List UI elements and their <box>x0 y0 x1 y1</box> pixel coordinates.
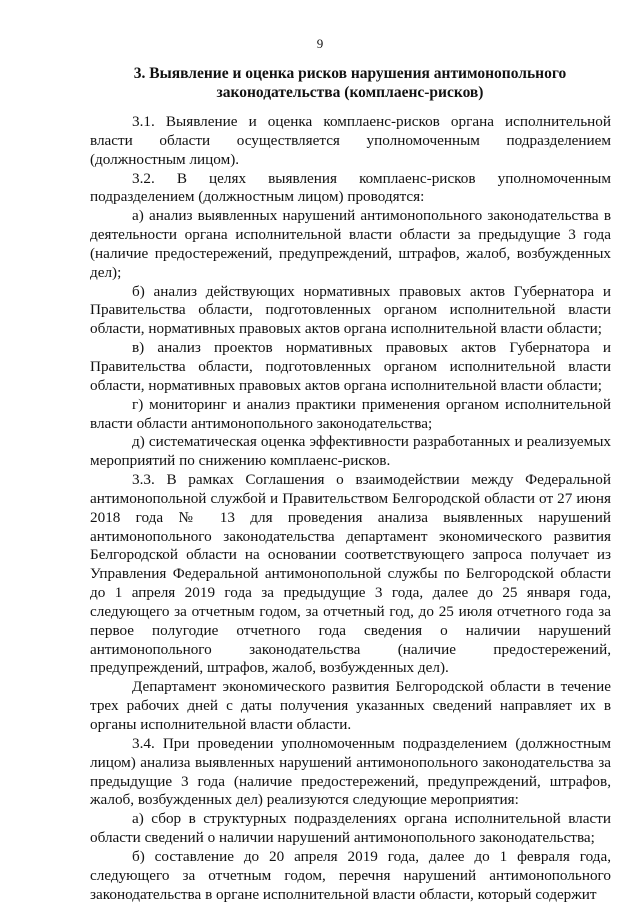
paragraph-3-3: 3.3. В рамках Соглашения о взаимодействии между Федеральной антимонопольной службой и Правительством Белгородской области от 27 июня 2018 года № 13 для проведения анализа выявленных нарушений антимонопольного законодательства департамент экономического развития Белгородской области на основании соответствующего запроса получает из Управления Федеральной антимонопольной службы по Белгородской области до 1 апреля 2019 года за предыдущие 3 года, далее до 25 января года, следующего за отчетным годом, за отчетный год, до 25 июля отчетного года за первое полугодие отчетного года сведения о наличии нарушений антимонопольного законодательства (наличие предостережений, предупреждений, штрафов, жалоб, возбужденных дел). <box>90 471 611 677</box>
section-heading <box>90 64 610 102</box>
paragraph-3-2-b: б) анализ действующих нормативных правовых актов Губернатора и Правительства области, подготовленных органом исполнительной власти области, нормативных правовых актов органа исполнительной власти области; <box>90 282 611 338</box>
document-body <box>90 113 611 904</box>
paragraph-3-2-v: в) анализ проектов нормативных правовых актов Губернатора и Правительства области, подготовленных органом исполнительной власти области, нормативных правовых актов органа исполнительной власти области; <box>90 339 611 394</box>
paragraph-3-2: 3.2. В целях выявления комплаенс-рисков уполномоченным подразделением (должностным лицом) проводятся: <box>90 169 611 206</box>
paragraph-3-2-g: г) мониторинг и анализ практики применения органом исполнительной власти области антимонопольного законодательства; <box>90 395 611 432</box>
page-number: 9 <box>316 36 324 51</box>
section-heading-line-1: 3. Выявление и оценка рисков нарушения антимонопольного <box>133 65 567 82</box>
section-heading-line-2: законодательства (комплаенс-рисков) <box>216 84 484 101</box>
paragraph-3-2-a: а) анализ выявленных нарушений антимонопольного законодательства в деятельности органа исполнительной власти области за предыдущие 3 года (наличие предостережений, предупреждений, штрафов, жалоб, возбужденных дел); <box>90 207 611 281</box>
paragraph-3-4-b: б) составление до 20 апреля 2019 года, далее до 1 февраля года, следующего за отчетным годом, перечня нарушений антимонопольного законодательства в органе исполнительной власти области, который содержит <box>90 847 611 903</box>
paragraph-3-2-d: д) систематическая оценка эффективности разработанных и реализуемых мероприятий по снижению комплаенс-рисков. <box>90 433 611 470</box>
paragraph-3-3-department: Департамент экономического развития Белгородской области в течение трех рабочих дней с даты получения указанных сведений направляет их в органы исполнительной власти области. <box>90 678 611 733</box>
paragraph-3-4: 3.4. При проведении уполномоченным подразделением (должностным лицом) анализа выявленных нарушений антимонопольного законодательства за предыдущие 3 года (наличие предостережений, предупреждений, штрафов, жалоб, возбужденных дел) реализуются следующие мероприятия: <box>90 734 611 809</box>
paragraph-3-4-a: а) сбор в структурных подразделениях органа исполнительной власти области сведений о наличии нарушений антимонопольного законодательства; <box>90 810 611 847</box>
paragraph-3-1: 3.1. Выявление и оценка комплаенс-рисков органа исполнительной власти области осуществляется уполномоченным подразделением (должностным лицом). <box>90 113 611 168</box>
